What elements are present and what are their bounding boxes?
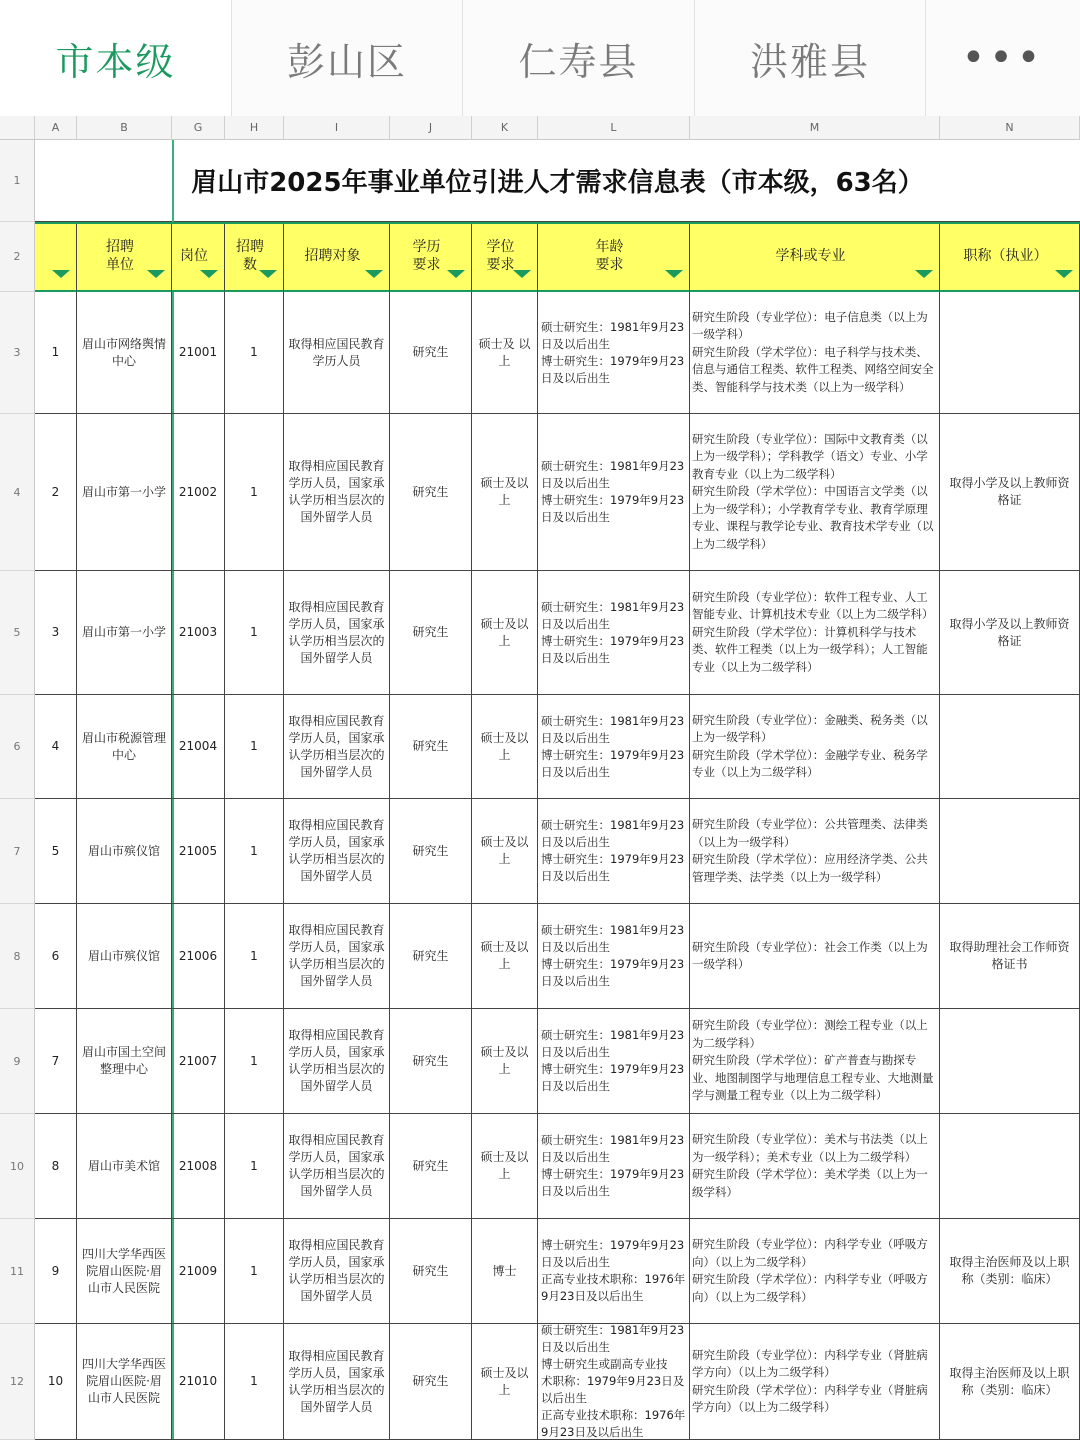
row-header-11[interactable]: 11	[0, 1219, 35, 1324]
cell-count[interactable]: 1	[225, 571, 284, 695]
filter-dropdown-icon[interactable]	[147, 270, 165, 278]
cell-count[interactable]: 1	[225, 695, 284, 799]
row-header-5[interactable]: 5	[0, 571, 35, 695]
header-cell-major[interactable]	[690, 222, 940, 292]
cell-target[interactable]: 取得相应国民教育 学历人员	[284, 292, 390, 414]
row-header-4[interactable]: 4	[0, 414, 35, 571]
cell-major[interactable]: 研究生阶段（专业学位）：金融类、税务类（以上为一级学科） 研究生阶段（学术学位）：金融学专业、税务学专业（以上为二级学科）	[690, 695, 940, 799]
cell-code[interactable]: 21005	[172, 799, 225, 904]
cell-seq[interactable]: 2	[35, 414, 77, 571]
cell-code[interactable]: 21009	[172, 1219, 225, 1324]
header-label-code: 岗位	[180, 248, 208, 264]
row-header-9[interactable]: 9	[0, 1009, 35, 1114]
cell-title[interactable]	[940, 799, 1080, 904]
cell-title[interactable]: 取得主治医师及以上职 称（类别：临床）	[940, 1219, 1080, 1324]
cell-edu[interactable]: 研究生	[390, 1009, 472, 1114]
cell-title[interactable]: 取得小学及以上教师资 格证	[940, 414, 1080, 571]
cell-unit[interactable]: 眉山市殡仪馆	[77, 904, 172, 1009]
cell-target[interactable]: 取得相应国民教育 学历人员，国家承 认学历相当层次的 国外留学人员	[284, 571, 390, 695]
cell-major[interactable]: 研究生阶段（专业学位）：社会工作类（以上为一级学科）	[690, 904, 940, 1009]
row-header-8[interactable]: 8	[0, 904, 35, 1009]
tab-city-level[interactable]: 市本级	[0, 0, 232, 116]
more-tabs-icon[interactable]: •••	[926, 0, 1080, 116]
header-cell-unit[interactable]	[77, 222, 172, 292]
cell-count[interactable]: 1	[225, 1324, 284, 1440]
column-header-N[interactable]: N	[940, 116, 1080, 140]
cell-count[interactable]: 1	[225, 1219, 284, 1324]
cell-count[interactable]: 1	[225, 1009, 284, 1114]
cell-seq[interactable]: 7	[35, 1009, 77, 1114]
cell-edu[interactable]: 研究生	[390, 1219, 472, 1324]
cell-count[interactable]: 1	[225, 904, 284, 1009]
cell-unit[interactable]: 眉山市殡仪馆	[77, 799, 172, 904]
cell-code[interactable]: 21010	[172, 1324, 225, 1440]
cell-major[interactable]: 研究生阶段（专业学位）：公共管理类、法律类（以上为一级学科） 研究生阶段（学术学位）：应用经济学类、公共管理学类、法学类（以上为一级学科）	[690, 799, 940, 904]
tab-renshou[interactable]: 仁寿县	[463, 0, 695, 116]
cell-age[interactable]: 博士研究生：1979年9月23 日及以后出生 正高专业技术职称：1976年 9月23日及以后出生	[538, 1219, 690, 1324]
cell-target[interactable]: 取得相应国民教育 学历人员，国家承 认学历相当层次的 国外留学人员	[284, 1009, 390, 1114]
cell-title[interactable]: 取得小学及以上教师资 格证	[940, 571, 1080, 695]
cell-age[interactable]: 硕士研究生：1981年9月23 日及以后出生 博士研究生或副高专业技 术职称：1979年9月23日及 以后出生 正高专业技术职称：1976年 9月23日及以后出生	[538, 1324, 690, 1440]
cell-degree[interactable]: 硕士及以上	[472, 1324, 538, 1440]
cell-target[interactable]: 取得相应国民教育 学历人员，国家承 认学历相当层次的 国外留学人员	[284, 414, 390, 571]
cell-seq[interactable]: 3	[35, 571, 77, 695]
cell-title[interactable]: 取得主治医师及以上职 称（类别：临床）	[940, 1324, 1080, 1440]
column-header-B[interactable]: B	[77, 116, 172, 140]
cell-seq[interactable]: 6	[35, 904, 77, 1009]
cell-seq[interactable]: 9	[35, 1219, 77, 1324]
header-cell-age[interactable]	[538, 222, 690, 292]
column-header-K[interactable]: K	[472, 116, 538, 140]
sheet-tab-bar	[0, 0, 1080, 116]
header-cell-count[interactable]	[225, 222, 284, 292]
cell-target[interactable]: 取得相应国民教育 学历人员，国家承 认学历相当层次的 国外留学人员	[284, 1219, 390, 1324]
cell-seq[interactable]: 1	[35, 292, 77, 414]
cell-unit[interactable]: 四川大学华西医 院眉山医院·眉 山市人民医院	[77, 1324, 172, 1440]
header-cell-degree[interactable]	[472, 222, 538, 292]
row-header-6[interactable]: 6	[0, 695, 35, 799]
cell-code[interactable]: 21006	[172, 904, 225, 1009]
row-header-1[interactable]: 1	[0, 140, 35, 222]
cell-seq[interactable]: 4	[35, 695, 77, 799]
column-header-M[interactable]: M	[690, 116, 940, 140]
cell-seq[interactable]: 5	[35, 799, 77, 904]
cell-unit[interactable]: 眉山市第一小学	[77, 414, 172, 571]
cell-degree[interactable]: 博士	[472, 1219, 538, 1324]
cell-degree[interactable]: 硕士及以上	[472, 571, 538, 695]
cell-edu[interactable]: 研究生	[390, 571, 472, 695]
cell-age[interactable]: 硕士研究生：1981年9月23 日及以后出生 博士研究生：1979年9月23 日及以后出生	[538, 571, 690, 695]
cell-code[interactable]: 21004	[172, 695, 225, 799]
cell-unit[interactable]: 眉山市网络舆情 中心	[77, 292, 172, 414]
filter-dropdown-icon[interactable]	[1055, 270, 1073, 278]
header-cell-target[interactable]	[284, 222, 390, 292]
filter-dropdown-icon[interactable]	[200, 270, 218, 278]
cell-major[interactable]: 研究生阶段（专业学位）：美术与书法类（以上为一级学科）；美术专业（以上为二级学科） 研究生阶段（学术学位）：美术学类（以上为一级学科）	[690, 1114, 940, 1219]
cell-degree[interactable]: 硕士及以上	[472, 799, 538, 904]
cell-code[interactable]: 21003	[172, 571, 225, 695]
cell-code[interactable]: 21007	[172, 1009, 225, 1114]
header-label-title: 职称（执业）	[963, 248, 1048, 264]
header-cell-title[interactable]	[940, 222, 1080, 292]
cell-edu[interactable]: 研究生	[390, 799, 472, 904]
header-cell-seq[interactable]	[35, 222, 77, 292]
cell-major[interactable]: 研究生阶段（专业学位）：测绘工程专业（以上为二级学科） 研究生阶段（学术学位）：矿产普查与勘探专业、地图制图学与地理信息工程专业、大地测量学与测量工程专业（以上为二级学科）	[690, 1009, 940, 1114]
filter-dropdown-icon[interactable]	[447, 270, 465, 278]
cell-degree[interactable]: 硕士及以上	[472, 1114, 538, 1219]
filter-dropdown-icon[interactable]	[915, 270, 933, 278]
cell-target[interactable]: 取得相应国民教育 学历人员，国家承 认学历相当层次的 国外留学人员	[284, 904, 390, 1009]
cell-edu[interactable]: 研究生	[390, 1114, 472, 1219]
cell-code[interactable]: 21002	[172, 414, 225, 571]
header-label-age: 年龄 要求	[595, 239, 624, 273]
cell-title[interactable]	[940, 1009, 1080, 1114]
tab-hongya[interactable]: 洪雅县	[695, 0, 926, 116]
row-header-3[interactable]: 3	[0, 292, 35, 414]
filter-dropdown-icon[interactable]	[259, 270, 277, 278]
cell-title[interactable]: 取得助理社会工作师资 格证书	[940, 904, 1080, 1009]
filter-dropdown-icon[interactable]	[365, 270, 383, 278]
header-label-target: 招聘对象	[304, 248, 361, 264]
column-header-L[interactable]: L	[538, 116, 690, 140]
cell-title[interactable]	[940, 292, 1080, 414]
cell-code[interactable]: 21001	[172, 292, 225, 414]
cell-major[interactable]: 研究生阶段（专业学位）：内科学专业（呼吸方向）（以上为二级学科） 研究生阶段（学术学位）：内科学专业（呼吸方向）（以上为二级学科）	[690, 1219, 940, 1324]
cell-target[interactable]: 取得相应国民教育 学历人员，国家承 认学历相当层次的 国外留学人员	[284, 695, 390, 799]
row-header-2[interactable]: 2	[0, 222, 35, 292]
tab-pengshan[interactable]: 彭山区	[232, 0, 463, 116]
header-label-count: 招聘 数	[236, 239, 264, 273]
cell-age[interactable]: 硕士研究生：1981年9月23 日及以后出生 博士研究生：1979年9月23 日及以后出生	[538, 292, 690, 414]
cell-code[interactable]: 21008	[172, 1114, 225, 1219]
cell-edu[interactable]: 研究生	[390, 904, 472, 1009]
cell-degree[interactable]: 硕士及以上	[472, 1009, 538, 1114]
header-label-major: 学科或专业	[775, 248, 846, 264]
cell-unit[interactable]: 眉山市第一小学	[77, 571, 172, 695]
filter-dropdown-icon[interactable]	[513, 270, 531, 278]
spreadsheet-grid	[0, 116, 1080, 1440]
cell-target[interactable]: 取得相应国民教育 学历人员，国家承 认学历相当层次的 国外留学人员	[284, 799, 390, 904]
cell-count[interactable]: 1	[225, 1114, 284, 1219]
cell-unit[interactable]: 四川大学华西医 院眉山医院·眉 山市人民医院	[77, 1219, 172, 1324]
cell-count[interactable]: 1	[225, 799, 284, 904]
header-label-unit: 招聘 单位	[106, 239, 134, 273]
header-cell-edu[interactable]	[390, 222, 472, 292]
row-header-10[interactable]: 10	[0, 1114, 35, 1219]
row-header-12[interactable]: 12	[0, 1324, 35, 1440]
select-all-corner[interactable]	[0, 116, 35, 140]
header-label-edu: 学历 要求	[412, 239, 441, 273]
cell-age[interactable]: 硕士研究生：1981年9月23 日及以后出生 博士研究生：1979年9月23 日及以后出生	[538, 904, 690, 1009]
cell-degree[interactable]: 硕士及以上	[472, 695, 538, 799]
cell-major[interactable]: 研究生阶段（专业学位）：电子信息类（以上为一级学科） 研究生阶段（学术学位）：电子科学与技术类、信息与通信工程类、软件工程类、网络空间安全类、智能科学与技术类（以上为一级学科）	[690, 292, 940, 414]
cell-count[interactable]: 1	[225, 292, 284, 414]
column-header-J[interactable]: J	[390, 116, 472, 140]
cell-unit[interactable]: 眉山市国土空间 整理中心	[77, 1009, 172, 1114]
cell-title[interactable]	[940, 695, 1080, 799]
filter-dropdown-icon[interactable]	[665, 270, 683, 278]
column-header-A[interactable]: A	[35, 116, 77, 140]
cell-major[interactable]: 研究生阶段（专业学位）：国际中文教育类（以上为一级学科）；学科教学（语文）专业、小学教育专业（以上为二级学科） 研究生阶段（学术学位）：中国语言文学类（以上为一级学科）；小学教育学专业、教育学原理专业、课程与教学论专业、教育技术学专业（以上为二级学科）	[690, 414, 940, 571]
cell-age[interactable]: 硕士研究生：1981年9月23 日及以后出生 博士研究生：1979年9月23 日及以后出生	[538, 1009, 690, 1114]
row-header-7[interactable]: 7	[0, 799, 35, 904]
header-label-degree: 学位 要求	[486, 239, 515, 273]
cell-seq[interactable]: 8	[35, 1114, 77, 1219]
cell-title[interactable]	[940, 1114, 1080, 1219]
column-header-I[interactable]: I	[284, 116, 390, 140]
cell-unit[interactable]: 眉山市税源管理 中心	[77, 695, 172, 799]
sheet-title: 眉山市2025年事业单位引进人才需求信息表（市本级，63名）	[35, 140, 1080, 222]
cell-unit[interactable]: 眉山市美术馆	[77, 1114, 172, 1219]
cell-count[interactable]: 1	[225, 414, 284, 571]
cell-target[interactable]: 取得相应国民教育 学历人员，国家承 认学历相当层次的 国外留学人员	[284, 1114, 390, 1219]
header-cell-code[interactable]	[172, 222, 225, 292]
cell-edu[interactable]: 研究生	[390, 292, 472, 414]
filter-dropdown-icon[interactable]	[52, 270, 70, 278]
column-header-H[interactable]: H	[225, 116, 284, 140]
cell-edu[interactable]: 研究生	[390, 1324, 472, 1440]
cell-degree[interactable]: 硕士及以上	[472, 414, 538, 571]
cell-major[interactable]: 研究生阶段（专业学位）：软件工程专业、人工智能专业、计算机技术专业（以上为二级学科） 研究生阶段（学术学位）：计算机科学与技术类、软件工程类（以上为一级学科）；人工智能专业（以上为二级学科）	[690, 571, 940, 695]
cell-age[interactable]: 硕士研究生：1981年9月23 日及以后出生 博士研究生：1979年9月23 日及以后出生	[538, 1114, 690, 1219]
cell-age[interactable]: 硕士研究生：1981年9月23 日及以后出生 博士研究生：1979年9月23 日及以后出生	[538, 414, 690, 571]
column-header-G[interactable]: G	[172, 116, 225, 140]
cell-target[interactable]: 取得相应国民教育 学历人员，国家承 认学历相当层次的 国外留学人员	[284, 1324, 390, 1440]
cell-major[interactable]: 研究生阶段（专业学位）：内科学专业（肾脏病学方向）（以上为二级学科） 研究生阶段（学术学位）：内科学专业（肾脏病学方向）（以上为二级学科）	[690, 1324, 940, 1440]
cell-degree[interactable]: 硕士及以上	[472, 904, 538, 1009]
cell-age[interactable]: 硕士研究生：1981年9月23 日及以后出生 博士研究生：1979年9月23 日及以后出生	[538, 799, 690, 904]
cell-seq[interactable]: 10	[35, 1324, 77, 1440]
cell-edu[interactable]: 研究生	[390, 414, 472, 571]
cell-age[interactable]: 硕士研究生：1981年9月23 日及以后出生 博士研究生：1979年9月23 日及以后出生	[538, 695, 690, 799]
cell-degree[interactable]: 硕士及 以 上	[472, 292, 538, 414]
cell-edu[interactable]: 研究生	[390, 695, 472, 799]
